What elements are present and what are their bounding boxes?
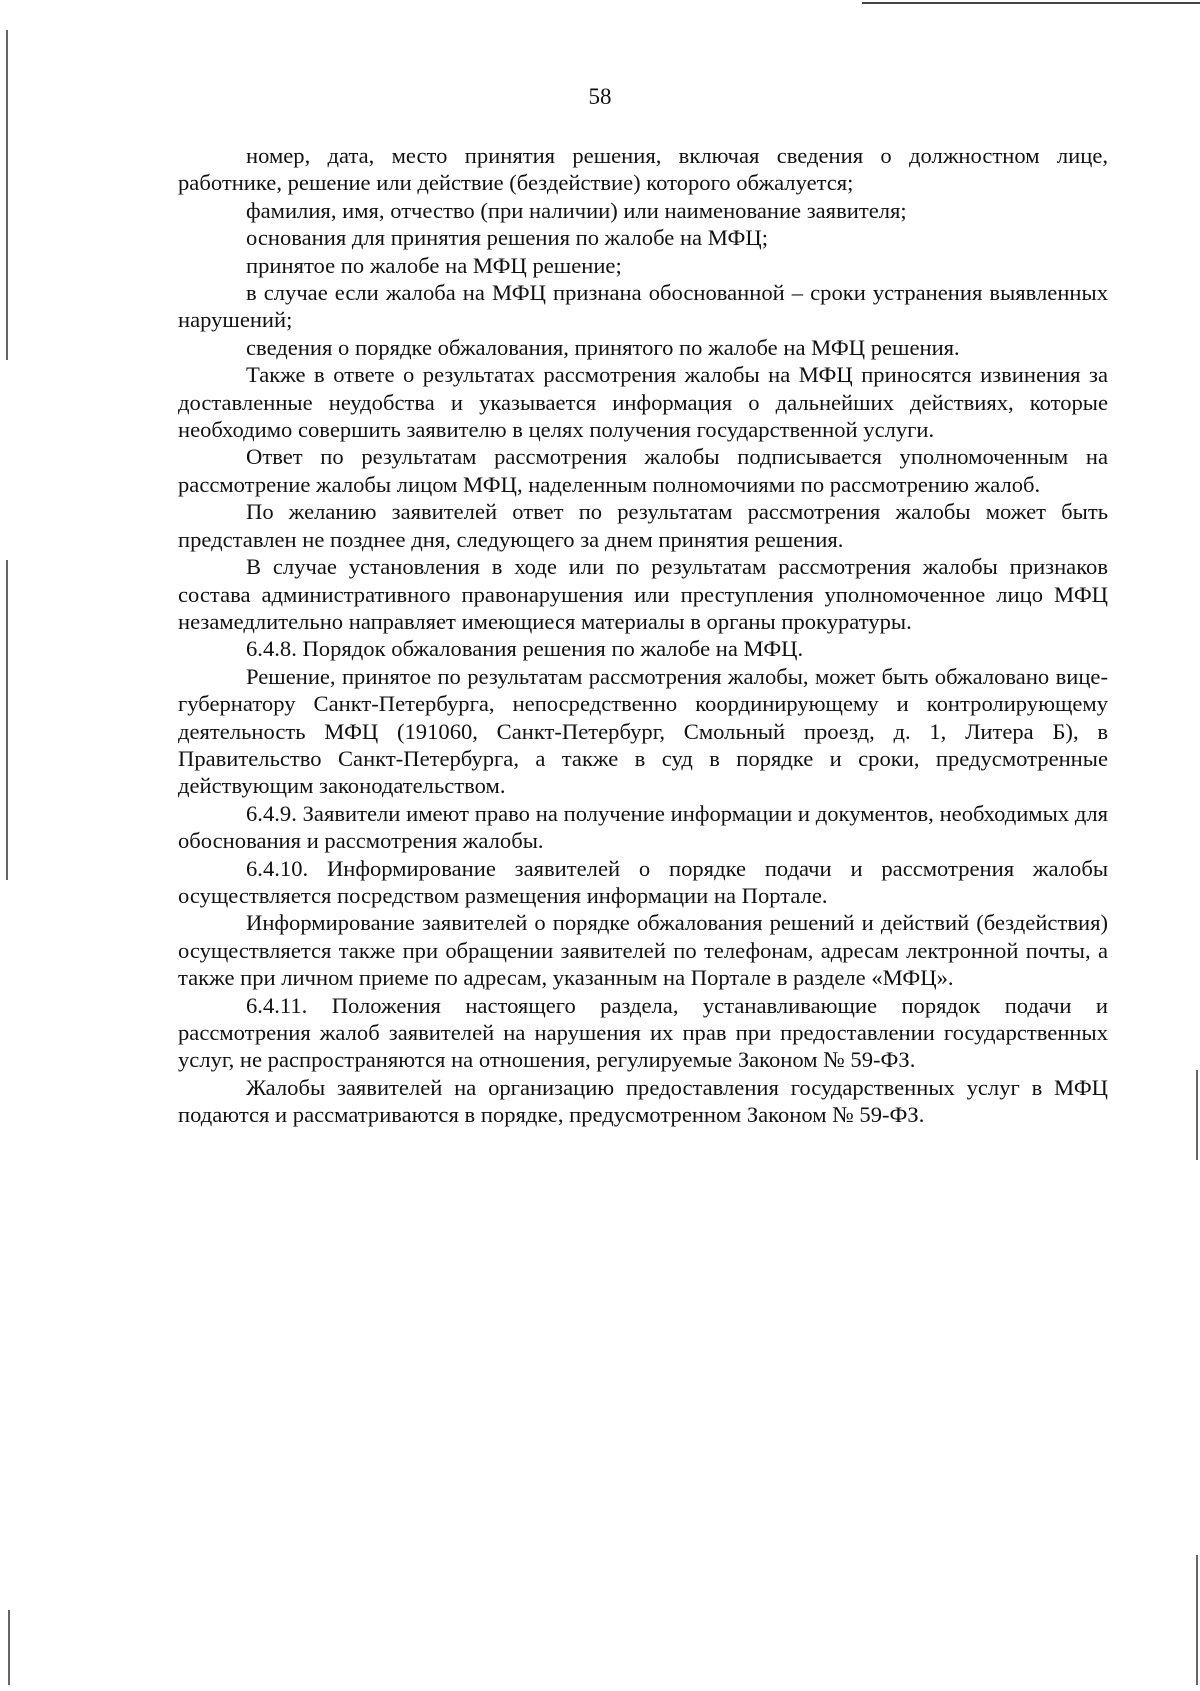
- paragraph: сведения о порядке обжалования, принятого по жалобе на МФЦ решения.: [246, 334, 960, 360]
- scan-right-edge: [1196, 1070, 1198, 1160]
- paragraph: В случае установления в ходе или по результатам рассмотрения жалобы признаков состава административного правонарушения или преступления уполномоченное лицо МФЦ незамедлительно направляет имеющиеся материалы в органы прокуратуры.: [178, 554, 1108, 634]
- paragraph: Ответ по результатам рассмотрения жалобы подписывается уполномоченным на рассмотрение жалобы лицом МФЦ, наделенным полномочиями по рассмотрению жалоб.: [178, 444, 1108, 497]
- paragraph: в случае если жалоба на МФЦ признана обоснованной – сроки устранения выявленных нарушений;: [178, 280, 1108, 333]
- scan-left-edge: [6, 30, 8, 360]
- page-number: 58: [588, 84, 612, 109]
- scan-left-edge-lower: [6, 560, 8, 880]
- section-heading-6-4-8: 6.4.8. Порядок обжалования решения по жалобе на МФЦ.: [246, 636, 804, 662]
- document-body: [178, 142, 1108, 1129]
- paragraph: принятое по жалобе на МФЦ решение;: [246, 252, 622, 278]
- section-heading-6-4-9: 6.4.9. Заявители имеют право на получение информации и документов, необходимых для обоснования и рассмотрения жалобы.: [178, 800, 1108, 854]
- paragraph: Решение, принятое по результатам рассмотрения жалобы, может быть обжаловано вице-губернатору Санкт-Петербурга, непосредственно координирующему и контролирующему деятельность МФЦ (191060, Санкт-Петербург, Смольный проезд, д. 1, Литера Б), в Правительство Санкт-Петербурга, а также в суд в порядке и сроки, предусмотренные действующим законодательством.: [178, 663, 1108, 799]
- paragraph: основания для принятия решения по жалобе на МФЦ;: [246, 225, 768, 251]
- scan-right-edge-bottom: [1196, 1555, 1198, 1685]
- paragraph: фамилия, имя, отчество (при наличии) или наименование заявителя;: [246, 197, 907, 223]
- paragraph: Информирование заявителей о порядке обжалования решений и действий (бездействия) осуществляется также при обращении заявителей по телефонам, адресам лектронной почты, а также при личном приеме по адресам, указанным на Портале в разделе «МФЦ».: [178, 910, 1108, 991]
- paragraph: Жалобы заявителей на организацию предоставления государственных услуг в МФЦ подаются и рассматриваются в порядке, предусмотренном Законом № 59-ФЗ.: [178, 1074, 1108, 1128]
- scan-left-edge-bottom: [8, 1610, 10, 1685]
- paragraph: По желанию заявителей ответ по результатам рассмотрения жалобы может быть представлен не позднее дня, следующего за днем принятия решения.: [178, 499, 1108, 552]
- section-heading-6-4-11: 6.4.11. Положения настоящего раздела, устанавливающие порядок подачи и рассмотрения жалоб заявителей на нарушения их прав при предоставлении государственных услуг, не распространяются на отношения, регулируемые Законом № 59-ФЗ.: [178, 992, 1108, 1073]
- scan-top-rule: [862, 2, 1200, 4]
- section-heading-6-4-10: 6.4.10. Информирование заявителей о порядке подачи и рассмотрения жалобы осуществляется посредством размещения информации на Портале.: [178, 855, 1108, 908]
- paragraph: номер, дата, место принятия решения, включая сведения о должностном лице, работнике, решение или действие (бездействие) которого обжалуется;: [178, 143, 1108, 196]
- paragraph: Также в ответе о результатах рассмотрения жалобы на МФЦ приносятся извинения за доставленные неудобства и указывается информация о дальнейших действиях, которые необходимо совершить заявителю в целях получения государственной услуги.: [178, 362, 1108, 443]
